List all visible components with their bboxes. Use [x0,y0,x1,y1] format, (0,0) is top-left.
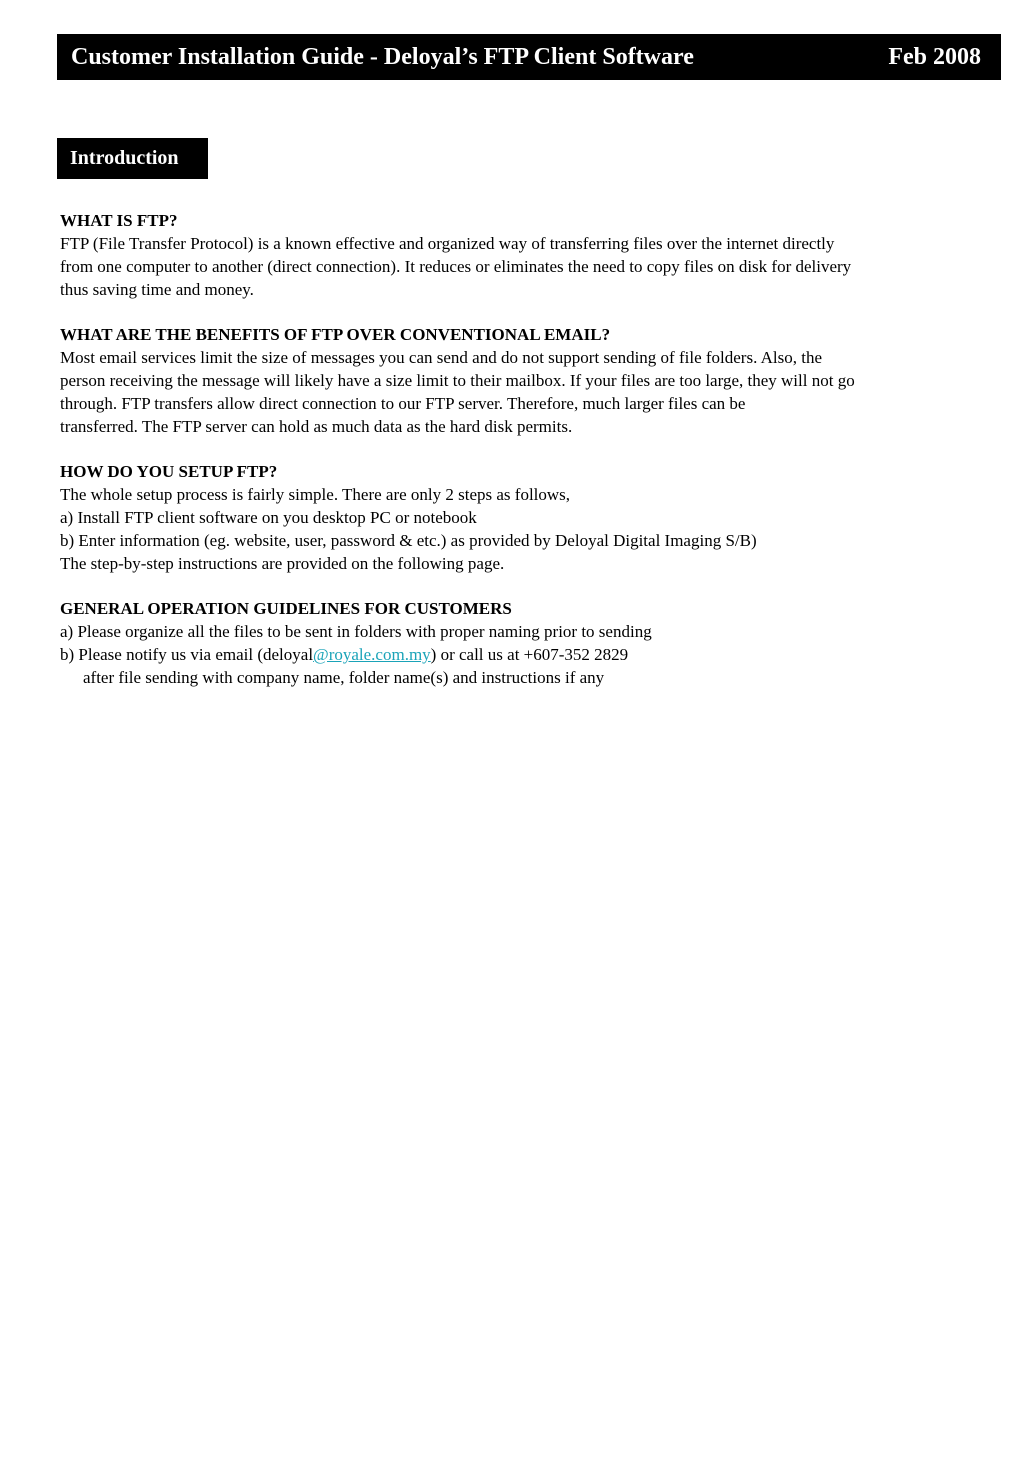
heading-setup: HOW DO YOU SETUP FTP? [60,462,278,481]
paragraph-line: thus saving time and money. [60,280,254,299]
document-header [57,34,1001,80]
list-item-guideline-a: a) Please organize all the files to be sent in folders with proper naming prior to sending [60,622,652,641]
paragraph-line: The whole setup process is fairly simple. There are only 2 steps as follows, [60,485,571,504]
paragraph-line: FTP (File Transfer Protocol) is a known effective and organized way of transferring files over the internet directly [60,234,835,253]
spacer [60,438,970,460]
section-title-label: Introduction [70,147,179,169]
paragraph-line: through. FTP transfers allow direct connection to our FTP server. Therefore, much larger files can be [60,394,746,413]
list-item-guideline-b [60,643,970,666]
section-title-introduction [57,138,208,179]
document-body [60,209,970,689]
paragraph-line: transferred. The FTP server can hold as much data as the hard disk permits. [60,417,573,436]
paragraph-line: Most email services limit the size of messages you can send and do not support sending of file folders. Also, the [60,348,823,367]
document-date: Feb 2008 [888,43,981,70]
spacer [60,575,970,597]
heading-benefits: WHAT ARE THE BENEFITS OF FTP OVER CONVENTIONAL EMAIL? [60,325,611,344]
guideline-b-suffix: ) or call us at +607-352 2829 [430,645,629,664]
heading-guidelines: GENERAL OPERATION GUIDELINES FOR CUSTOMERS [60,599,512,618]
paragraph-line: person receiving the message will likely have a size limit to their mailbox. If your files are too large, they will not go [60,371,855,390]
list-item-step-b: b) Enter information (eg. website, user, password & etc.) as provided by Deloyal Digital Imaging S/B) [60,531,757,550]
spacer [60,301,970,323]
paragraph-line: The step-by-step instructions are provided on the following page. [60,554,505,573]
list-item-guideline-b-continuation: after file sending with company name, folder name(s) and instructions if any [83,668,605,687]
heading-what-is-ftp: WHAT IS FTP? [60,211,178,230]
guideline-b-prefix: b) Please notify us via email (deloyal [60,645,314,664]
list-item-step-a: a) Install FTP client software on you desktop PC or notebook [60,508,477,527]
document-title: Customer Installation Guide - Deloyal’s FTP Client Software [71,43,694,70]
paragraph-line: from one computer to another (direct connection). It reduces or eliminates the need to copy files on disk for delivery [60,257,852,276]
email-link[interactable]: @royale.com.my [313,645,431,664]
